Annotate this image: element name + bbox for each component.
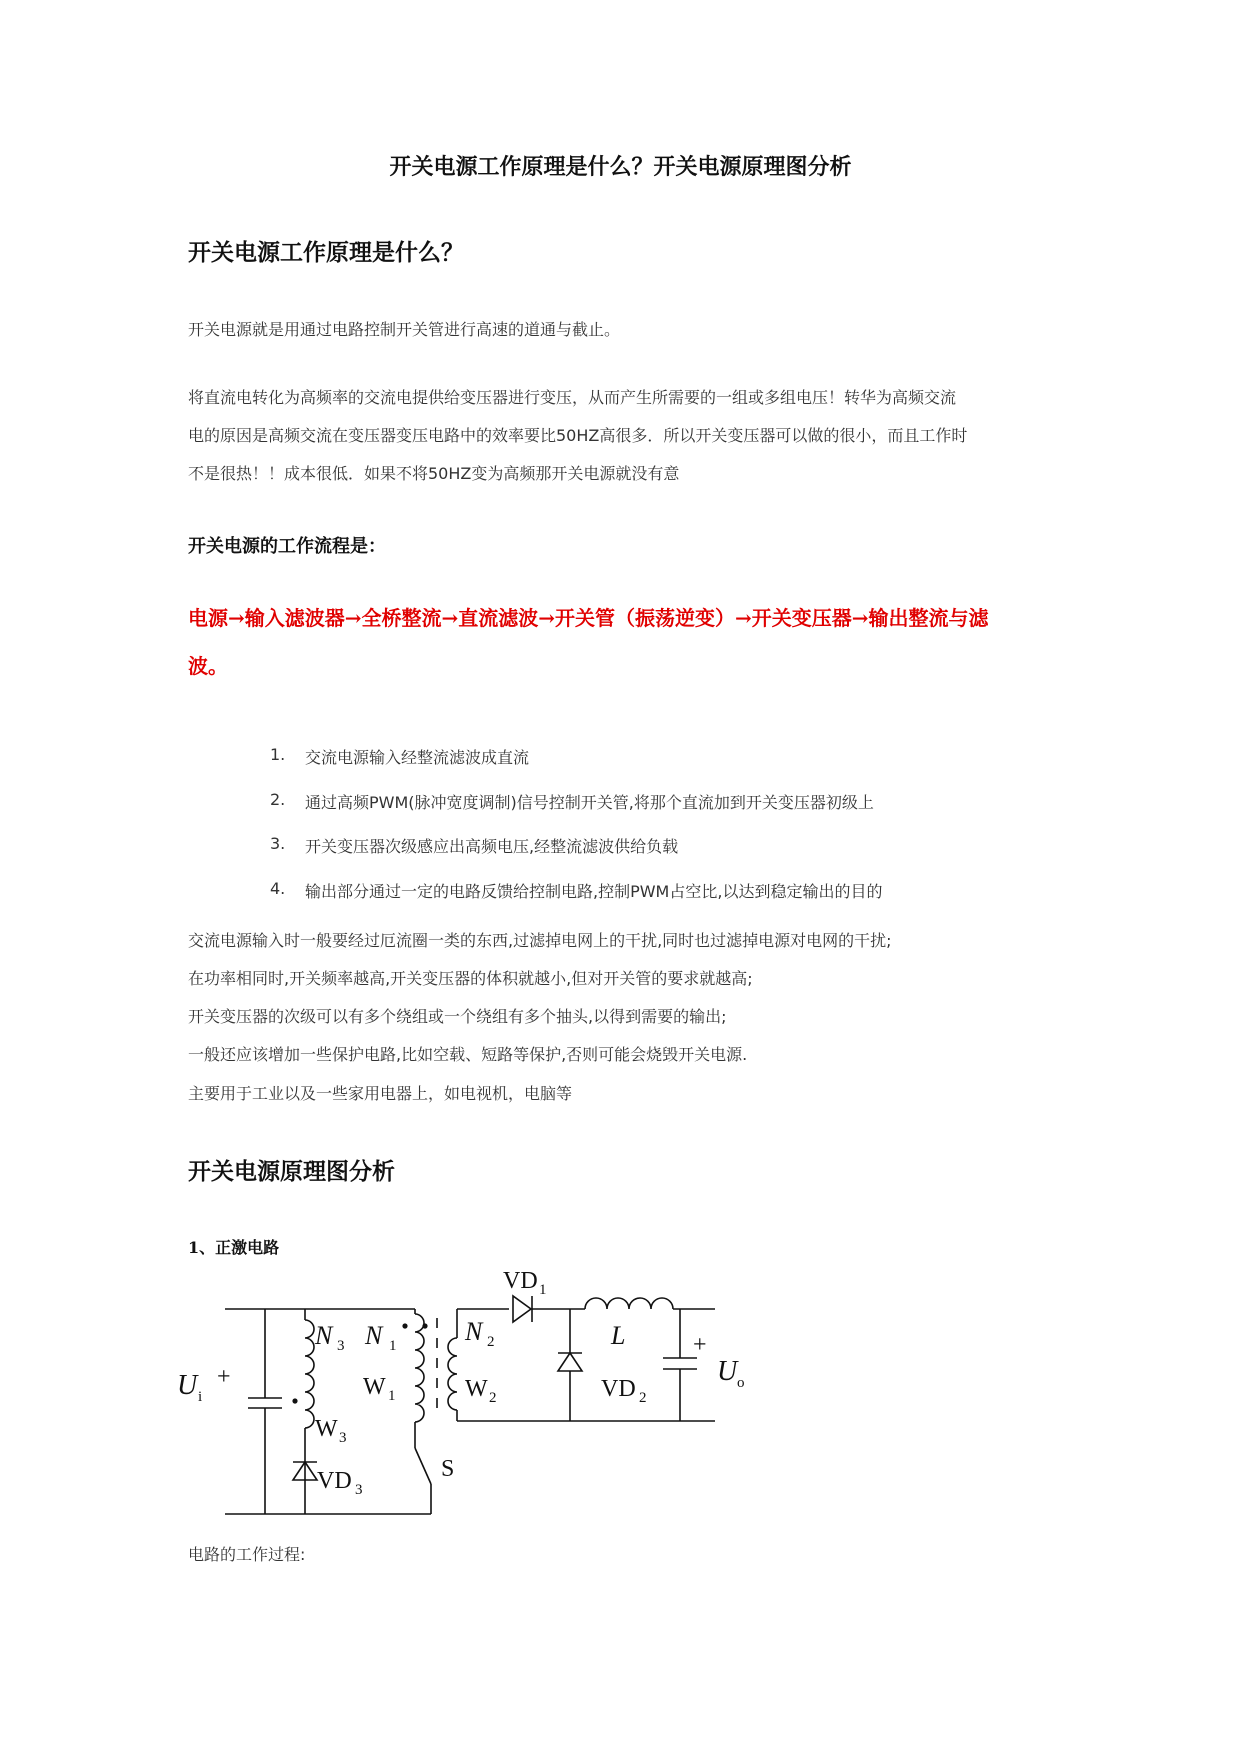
note-line: 交流电源输入时一般要经过厄流圈一类的东西,过滤掉电网上的干扰,同时也过滤掉电源对电网的干扰;: [188, 931, 892, 950]
section-heading-principle: 开关电源工作原理是什么？: [188, 239, 464, 266]
label-ui-sub: i: [198, 1389, 203, 1405]
paragraph-line: 不是很热！！成本很低．如果不将50HZ变为高频那开关电源就没有意: [188, 464, 680, 483]
note-line: 在功率相同时,开关频率越高,开关变压器的体积就越小,但对开关管的要求就越高;: [188, 969, 753, 988]
paragraph-intro: 开关电源就是用通过电路控制开关管进行高速的道通与截止。: [188, 320, 621, 339]
step-text: 输出部分通过一定的电路反馈给控制电路,控制PWM占空比,以达到稳定输出的目的: [305, 882, 883, 901]
label-s: S: [441, 1456, 455, 1482]
paragraph-line: 电的原因是高频交流在变压器变压电路中的效率要比50HZ高很多．所以开关变压器可以做的很小，而且工作时: [188, 426, 968, 445]
step-number: 4.: [270, 879, 286, 898]
section-heading-schematic: 开关电源原理图分析: [188, 1158, 395, 1185]
label-vd1: VD: [503, 1268, 538, 1294]
note-line: 开关变压器的次级可以有多个绕组或一个绕组有多个抽头,以得到需要的输出;: [188, 1007, 727, 1026]
label-n2-sub: 2: [487, 1334, 495, 1350]
step-number: 2.: [270, 790, 286, 809]
forward-converter-schematic: [177, 1268, 815, 1540]
label-n1-sub: 1: [389, 1338, 397, 1354]
label-plus-in: +: [217, 1364, 231, 1390]
step-number: 3.: [270, 834, 286, 853]
label-w2-sub: 2: [489, 1390, 497, 1406]
label-w1: W: [363, 1374, 386, 1400]
diode-vd1: [513, 1296, 531, 1322]
label-vd2-sub: 2: [639, 1390, 647, 1406]
label-w2: W: [465, 1376, 488, 1402]
workflow-flow-line: 波。: [188, 654, 228, 678]
label-w3: W: [315, 1416, 338, 1442]
label-vd2: VD: [601, 1376, 636, 1402]
note-line: 主要用于工业以及一些家用电器上，如电视机，电脑等: [188, 1084, 573, 1103]
step-text: 交流电源输入经整流滤波成直流: [305, 748, 530, 767]
dot-w3: [292, 1398, 297, 1403]
label-vd3: VD: [317, 1468, 352, 1494]
label-plus-out: +: [693, 1332, 707, 1358]
label-n2: N: [465, 1317, 483, 1346]
workflow-flow-line: 电源→输入滤波器→全桥整流→直流滤波→开关管（振荡逆变）→开关变压器→输出整流与滤: [188, 606, 989, 630]
inductor-l: [585, 1298, 673, 1309]
label-w1-sub: 1: [388, 1388, 396, 1404]
label-vd3-sub: 3: [355, 1482, 363, 1498]
step-text: 开关变压器次级感应出高频电压,经整流滤波供给负载: [305, 837, 679, 856]
dot-n1: [402, 1323, 407, 1328]
switch-s: [415, 1448, 431, 1484]
step-number: 1.: [270, 745, 286, 764]
workflow-heading: 开关电源的工作流程是：: [188, 536, 386, 557]
diode-vd2: [558, 1353, 582, 1371]
subsection-heading-forward: 1、正激电路: [188, 1238, 280, 1257]
note-line: 一般还应该增加一些保护电路,比如空载、短路等保护,否则可能会烧毁开关电源.: [188, 1045, 748, 1064]
label-n3: N: [315, 1321, 333, 1350]
label-uo: U: [717, 1356, 738, 1387]
label-n1: N: [365, 1321, 383, 1350]
label-ui: U: [177, 1370, 198, 1401]
label-uo-sub: o: [737, 1375, 745, 1391]
winding-w1: [415, 1314, 424, 1422]
dot-n2: [422, 1323, 427, 1328]
circuit-caption: 电路的工作过程:: [188, 1545, 306, 1564]
label-w3-sub: 3: [339, 1430, 347, 1446]
label-l: L: [611, 1321, 626, 1350]
paragraph-line: 将直流电转化为高频率的交流电提供给变压器进行变压，从而产生所需要的一组或多组电压！转华为高频交流: [188, 388, 957, 407]
winding-w2: [448, 1338, 457, 1410]
step-text: 通过高频PWM(脉冲宽度调制)信号控制开关管,将那个直流加到开关变压器初级上: [305, 793, 874, 812]
page-title: 开关电源工作原理是什么？开关电源原理图分析: [389, 154, 852, 180]
winding-w3: [305, 1320, 314, 1428]
label-n3-sub: 3: [337, 1338, 345, 1354]
label-vd1-sub: 1: [539, 1282, 547, 1298]
